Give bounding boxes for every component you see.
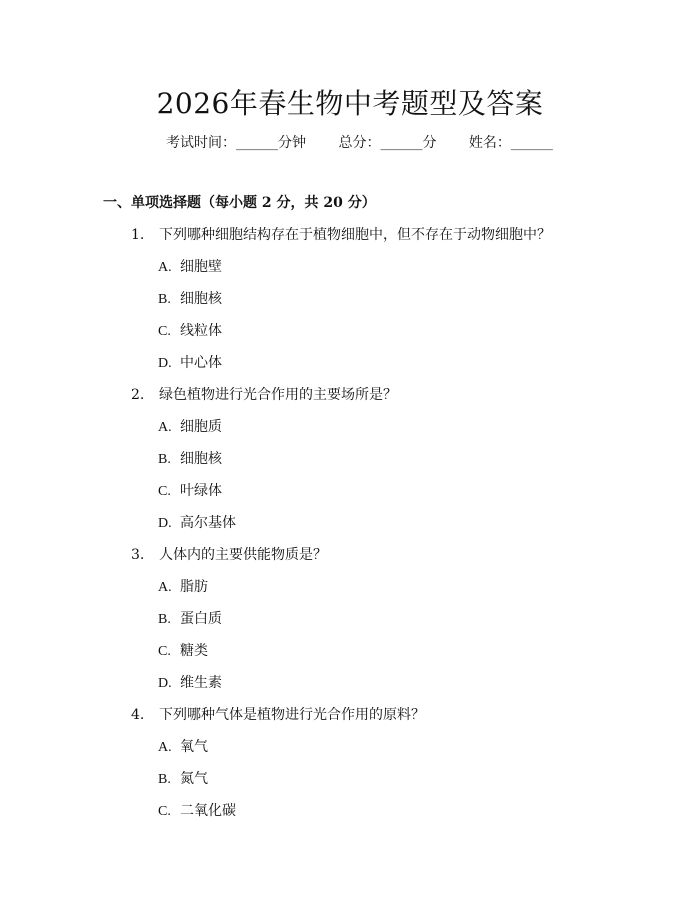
- question-text: 下列哪种气体是植物进行光合作用的原料？: [159, 707, 425, 723]
- question-1: [131, 224, 651, 244]
- option-letter: B.: [158, 292, 171, 307]
- name-label: 姓名：: [468, 135, 511, 151]
- score-label: 总分：: [338, 135, 381, 151]
- page-title: 2026年春生物中考题型及答案: [156, 87, 544, 120]
- option-2c: [158, 480, 222, 500]
- option-1a: [158, 256, 222, 276]
- option-letter: C.: [158, 804, 171, 819]
- option-text: 二氧化碳: [180, 803, 236, 819]
- option-1d: [158, 352, 222, 372]
- time-field: [166, 135, 310, 151]
- name-field: [469, 135, 553, 151]
- option-letter: D.: [158, 516, 172, 531]
- option-1c: [158, 320, 222, 340]
- option-letter: B.: [158, 772, 171, 787]
- option-text: 中心体: [180, 355, 222, 371]
- option-text: 氧气: [180, 739, 208, 755]
- score-field: [338, 135, 440, 151]
- question-2: [131, 384, 651, 404]
- option-1b: [158, 288, 222, 308]
- option-text: 氮气: [180, 771, 208, 787]
- question-number: 2.: [131, 387, 145, 403]
- time-label: 考试时间：: [166, 135, 236, 151]
- option-2b: [158, 448, 222, 468]
- option-text: 糖类: [180, 643, 208, 659]
- question-text: 绿色植物进行光合作用的主要场所是？: [159, 387, 397, 403]
- option-text: 维生素: [180, 675, 222, 691]
- option-letter: C.: [158, 324, 171, 339]
- option-text: 叶绿体: [180, 483, 222, 499]
- option-4a: [158, 736, 208, 756]
- score-unit: 分: [422, 135, 437, 151]
- section-title: 一、单项选择题（每小题 2 分，共 20 分）: [103, 195, 376, 211]
- exam-meta: [166, 132, 586, 152]
- question-number: 3.: [131, 547, 145, 563]
- option-4c: [158, 800, 236, 820]
- option-3b: [158, 608, 222, 628]
- score-blank: ______: [380, 135, 423, 151]
- option-text: 细胞质: [180, 419, 222, 435]
- time-blank: ______: [236, 135, 278, 151]
- option-letter: A.: [158, 580, 172, 595]
- question-4: [131, 704, 651, 724]
- question-text: 人体内的主要供能物质是？: [159, 547, 327, 563]
- option-text: 细胞核: [180, 451, 222, 467]
- option-3a: [158, 576, 208, 596]
- option-letter: A.: [158, 420, 172, 435]
- option-text: 高尔基体: [180, 515, 236, 531]
- option-4b: [158, 768, 208, 788]
- option-letter: D.: [158, 356, 172, 371]
- question-number: 1.: [131, 227, 145, 243]
- option-2d: [158, 512, 236, 532]
- option-letter: C.: [158, 644, 171, 659]
- option-text: 脂肪: [180, 579, 208, 595]
- name-blank: ______: [510, 135, 553, 151]
- option-3d: [158, 672, 222, 692]
- option-3c: [158, 640, 208, 660]
- question-3: [131, 544, 651, 564]
- option-letter: C.: [158, 484, 171, 499]
- option-letter: A.: [158, 740, 172, 755]
- question-text: 下列哪种细胞结构存在于植物细胞中，但不存在于动物细胞中？: [159, 227, 551, 243]
- option-letter: A.: [158, 260, 172, 275]
- question-number: 4.: [131, 707, 145, 723]
- time-unit: 分钟: [278, 135, 306, 151]
- option-text: 线粒体: [180, 323, 222, 339]
- option-2a: [158, 416, 222, 436]
- option-text: 细胞壁: [180, 259, 222, 275]
- option-letter: D.: [158, 676, 172, 691]
- option-text: 细胞核: [180, 291, 222, 307]
- option-letter: B.: [158, 452, 171, 467]
- option-letter: B.: [158, 612, 171, 627]
- option-text: 蛋白质: [180, 611, 222, 627]
